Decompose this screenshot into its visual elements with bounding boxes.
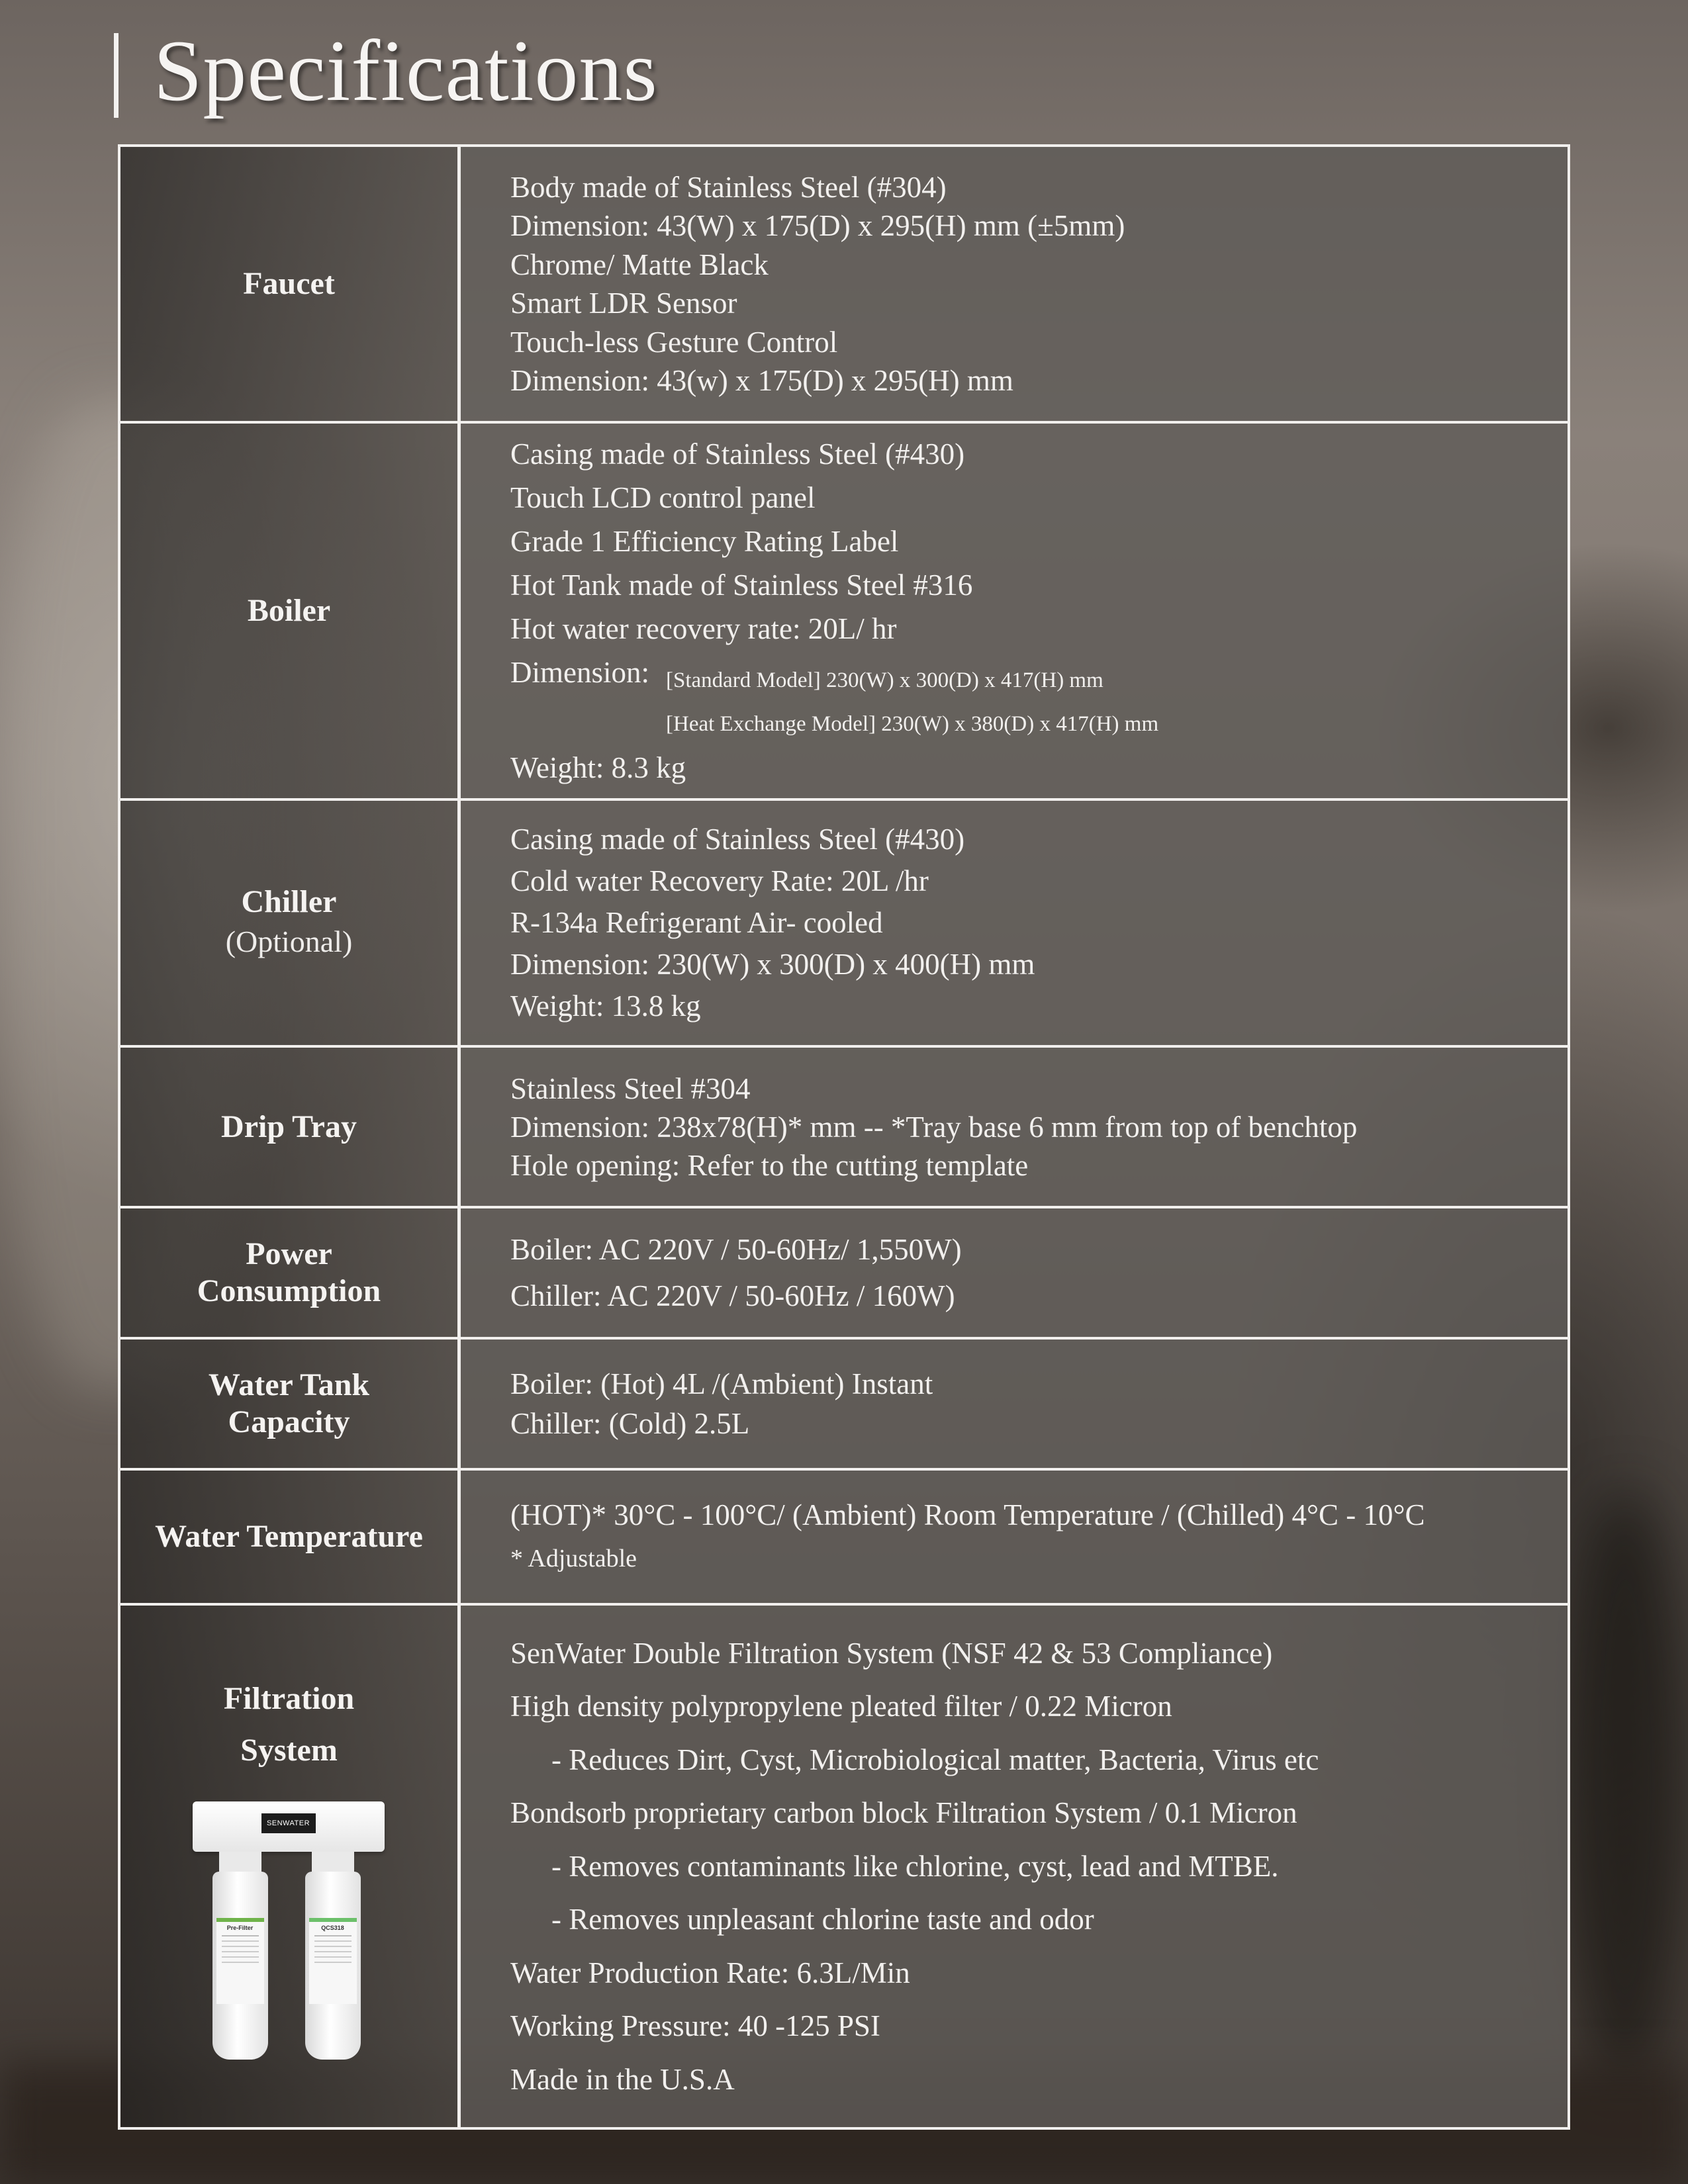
row-water-temperature	[120, 1468, 1568, 1603]
label-cell-faucet	[120, 147, 461, 421]
filtration-system-image	[190, 1801, 389, 2060]
spec-line: Hole opening: Refer to the cutting template	[510, 1148, 1029, 1182]
spec-line: Body made of Stainless Steel (#304)	[510, 170, 947, 204]
filter-label	[309, 1918, 357, 2004]
boiler-dimension-value: [Standard Model] 230(W) x 300(D) x 417(H) mm	[666, 668, 1103, 692]
spec-line: Boiler: (Hot) 4L /(Ambient) Instant	[510, 1367, 933, 1400]
spec-line: Chrome/ Matte Black	[510, 248, 769, 281]
label-power-line2: Consumption	[197, 1273, 381, 1308]
value-cell-water-temperature	[461, 1471, 1568, 1603]
spec-line: Cold water Recovery Rate: 20L /hr	[510, 864, 929, 897]
spec-line: Bondsorb proprietary carbon block Filtration System / 0.1 Micron	[510, 1796, 1297, 1830]
spec-line: Water Production Rate: 6.3L/Min	[510, 1956, 910, 1989]
spec-line: Dimension: 43(w) x 175(D) x 295(H) mm	[510, 364, 1013, 397]
background-blur-right	[1562, 1489, 1688, 2085]
row-faucet	[120, 147, 1568, 421]
spec-line: Dimension: 238x78(H)* mm -- *Tray base 6 mm from top of benchtop	[510, 1110, 1358, 1144]
spec-line: Weight: 13.8 kg	[510, 989, 701, 1023]
spec-line: Casing made of Stainless Steel (#430)	[510, 437, 965, 471]
label-power-line1: Power	[246, 1236, 332, 1271]
spec-line: Boiler: AC 220V / 50-60Hz/ 1,550W)	[510, 1233, 962, 1266]
value-cell-water-tank	[461, 1340, 1568, 1468]
spec-line: Working Pressure: 40 -125 PSI	[510, 2009, 880, 2043]
spec-line: High density polypropylene pleated filter / 0.22 Micron	[510, 1690, 1172, 1723]
row-filtration-system	[120, 1603, 1568, 2127]
row-power-consumption	[120, 1206, 1568, 1337]
spec-subline: - Removes unpleasant chlorine taste and odor	[551, 1903, 1094, 1936]
label-cell-water-temperature	[120, 1471, 461, 1603]
spec-line: Dimension: 43(W) x 175(D) x 295(H) mm (±5mm)	[510, 209, 1125, 242]
spec-table	[118, 144, 1570, 2130]
temperature-note: * Adjustable	[510, 1545, 637, 1572]
label-filtration-line2: System	[240, 1733, 338, 1768]
boiler-dimension-group	[510, 651, 1541, 746]
filter-label-text: Pre-Filter	[226, 1925, 254, 1931]
boiler-dimension-value: [Heat Exchange Model] 230(W) x 380(D) x 417(H) mm	[666, 712, 1159, 736]
label-cell-water-tank	[120, 1340, 461, 1468]
boiler-dimension-label: Dimension:	[510, 656, 649, 689]
label-faucet: Faucet	[243, 266, 335, 301]
label-cell-chiller	[120, 801, 461, 1045]
row-water-tank-capacity	[120, 1337, 1568, 1468]
value-cell-drip-tray	[461, 1048, 1568, 1206]
row-boiler	[120, 421, 1568, 798]
label-cell-filtration	[120, 1606, 461, 2127]
row-chiller	[120, 798, 1568, 1045]
spec-line: Stainless Steel #304	[510, 1071, 751, 1105]
filter-brand-logo: SENWATER	[261, 1813, 316, 1833]
spec-line: Grade 1 Efficiency Rating Label	[510, 525, 899, 558]
spec-line: Chiller: (Cold) 2.5L	[510, 1407, 750, 1440]
spec-line: R-134a Refrigerant Air- cooled	[510, 906, 883, 939]
spec-line: SenWater Double Filtration System (NSF 42 & 53 Compliance)	[510, 1636, 1273, 1670]
label-drip-tray: Drip Tray	[221, 1109, 357, 1144]
filter-head-unit	[193, 1801, 385, 1852]
spec-line: Chiller: AC 220V / 50-60Hz / 160W)	[510, 1279, 955, 1312]
label-cell-power	[120, 1208, 461, 1337]
label-water-tank-line2: Capacity	[228, 1404, 350, 1439]
spec-line: Touch LCD control panel	[510, 481, 816, 514]
spec-line: Smart LDR Sensor	[510, 287, 737, 320]
filter-label-lines	[314, 1935, 352, 1936]
label-water-temperature: Water Temperature	[155, 1519, 423, 1554]
spec-subline: - Removes contaminants like chlorine, cyst, lead and MTBE.	[551, 1849, 1279, 1883]
value-cell-boiler	[461, 424, 1568, 798]
label-water-tank-line1: Water Tank	[208, 1367, 370, 1402]
boiler-dimension-list	[666, 659, 1158, 746]
spec-line: Made in the U.S.A	[510, 2062, 735, 2096]
spec-line: Casing made of Stainless Steel (#430)	[510, 823, 965, 856]
spec-subline: - Reduces Dirt, Cyst, Microbiological matter, Bacteria, Virus etc	[551, 1743, 1319, 1776]
label-cell-drip-tray	[120, 1048, 461, 1206]
label-filtration-line1: Filtration	[223, 1681, 355, 1716]
spec-line: Dimension: 230(W) x 300(D) x 400(H) mm	[510, 948, 1035, 981]
filter-label-text: QCS318	[321, 1925, 344, 1931]
label-boiler: Boiler	[247, 593, 331, 628]
filter-label-lines	[222, 1935, 259, 1936]
filter-cartridge-pre	[212, 1872, 268, 2060]
value-cell-power	[461, 1208, 1568, 1337]
spec-line: Hot water recovery rate: 20L/ hr	[510, 612, 897, 645]
filter-cartridge-carbon	[305, 1872, 361, 2060]
filter-label	[216, 1918, 264, 2004]
row-drip-tray	[120, 1045, 1568, 1206]
label-chiller-optional: (Optional)	[225, 924, 353, 958]
boiler-weight: Weight: 8.3 kg	[510, 751, 686, 784]
value-cell-faucet	[461, 147, 1568, 421]
label-cell-boiler	[120, 424, 461, 798]
spec-line: Hot Tank made of Stainless Steel #316	[510, 569, 973, 602]
page-title: Specifications	[154, 22, 658, 119]
spec-line: (HOT)* 30°C - 100°C/ (Ambient) Room Temperature / (Chilled) 4°C - 10°C	[510, 1498, 1425, 1531]
value-cell-chiller	[461, 801, 1568, 1045]
label-chiller: Chiller	[241, 884, 337, 919]
title-accent-bar	[114, 33, 118, 118]
value-cell-filtration	[461, 1606, 1568, 2127]
spec-line: Touch-less Gesture Control	[510, 325, 838, 359]
